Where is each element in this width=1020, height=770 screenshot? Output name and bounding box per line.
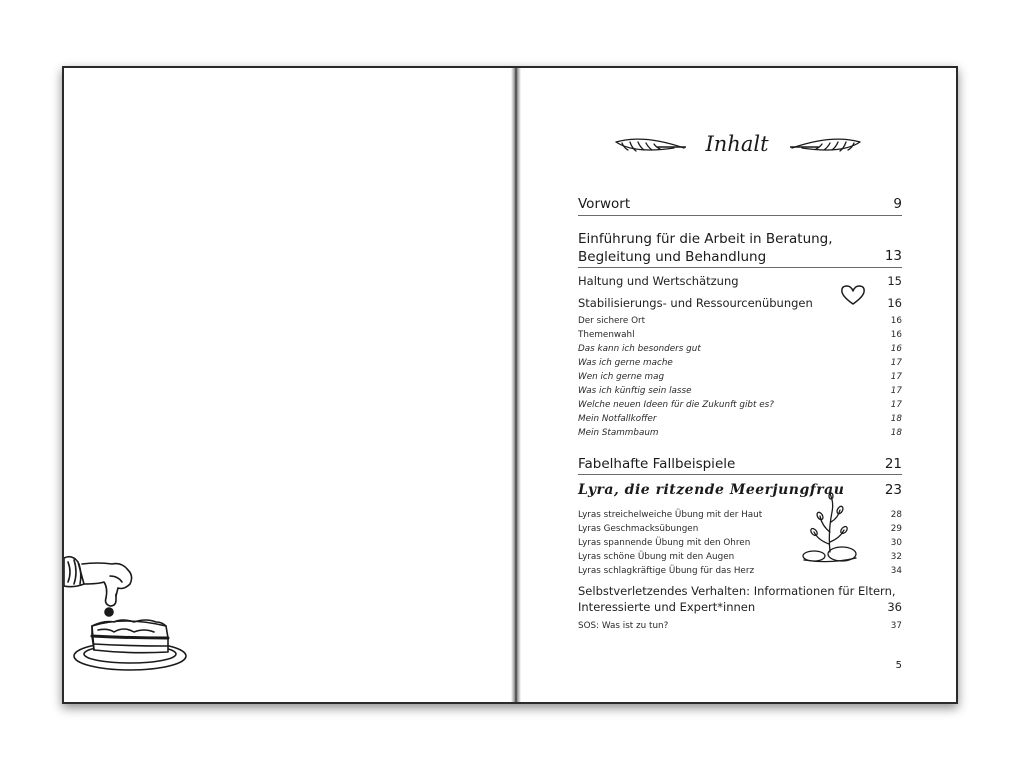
toc-subentry-page: 17 xyxy=(890,400,902,410)
toc-subentry-page: 17 xyxy=(890,372,902,382)
toc-subentry xyxy=(578,330,902,342)
toc-entry-fallbeispiele xyxy=(578,456,902,474)
toc-entry-label: Vorwort xyxy=(578,196,631,212)
toc-subentry-label: Der sichere Ort xyxy=(578,316,646,326)
toc-entry-selbstverletzend xyxy=(578,584,902,616)
toc-subentry xyxy=(578,386,902,398)
toc-subentry xyxy=(578,400,902,412)
toc-entry-vorwort xyxy=(578,196,902,214)
toc-subentry-page: 18 xyxy=(890,428,902,438)
feather-right-icon xyxy=(790,134,862,156)
toc-entry-label: Stabilisierungs- und Ressourcenübungen xyxy=(578,296,813,310)
toc-entry-page: 13 xyxy=(884,248,902,264)
toc-subentry-page: 18 xyxy=(890,414,902,424)
toc-subentry-label: Lyras schöne Übung mit den Augen xyxy=(578,552,735,562)
open-book xyxy=(62,66,958,704)
page-number: 5 xyxy=(895,660,902,671)
toc-subentry-page: 16 xyxy=(890,330,902,340)
toc-subentry-label: Was ich künftig sein lasse xyxy=(578,386,692,396)
toc-subentry-page: 28 xyxy=(890,510,902,520)
left-page xyxy=(64,68,514,702)
toc-entry-page: 15 xyxy=(887,274,902,288)
toc-entry-sos xyxy=(578,621,902,633)
toc-entry-label-line1: Selbstverletzendes Verhalten: Informationen für Eltern, xyxy=(578,584,896,598)
toc-subentry-page: 16 xyxy=(890,316,902,326)
toc-subentry-page: 17 xyxy=(890,358,902,368)
toc-subentry-page: 17 xyxy=(890,386,902,396)
toc-subentry-label: Lyras streichelweiche Übung mit der Haut xyxy=(578,510,763,520)
toc-subentry xyxy=(578,566,902,578)
toc-divider xyxy=(578,474,902,475)
toc-subentry-page: 34 xyxy=(890,566,902,576)
toc-subentry-page: 32 xyxy=(890,552,902,562)
heart-icon xyxy=(840,284,866,306)
toc-entry-page: 9 xyxy=(893,196,902,212)
toc-entry-page: 37 xyxy=(890,621,902,631)
toc-entry-label: SOS: Was ist zu tun? xyxy=(578,621,669,631)
toc-entry-page: 36 xyxy=(887,600,902,614)
toc-subentry-label: Lyras Geschmacksübungen xyxy=(578,524,699,534)
toc-subentry-page: 30 xyxy=(890,538,902,548)
toc-header xyxy=(614,130,860,160)
toc-entry-page: 21 xyxy=(884,456,902,472)
toc-subentry-label: Welche neuen Ideen für die Zukunft gibt es? xyxy=(578,400,774,410)
toc-subentry xyxy=(578,428,902,440)
toc-entry-label: Fabelhafte Fallbeispiele xyxy=(578,456,736,472)
toc-entry-page: 16 xyxy=(887,296,902,310)
toc-entry-label-line2: Begleitung und Behandlung xyxy=(578,249,767,265)
toc-subentry-label: Lyras spannende Übung mit den Ohren xyxy=(578,538,751,548)
toc-subentry-label: Wen ich gerne mag xyxy=(578,372,665,382)
cake-hand-illustration xyxy=(64,554,196,680)
toc-subentry xyxy=(578,414,902,426)
toc-subentry xyxy=(578,316,902,328)
toc-subentry-label: Was ich gerne mache xyxy=(578,358,673,368)
toc-subentry-label: Mein Notfallkoffer xyxy=(578,414,657,424)
toc-entry-label: Haltung und Wertschätzung xyxy=(578,274,739,288)
plant-illustration xyxy=(800,492,860,564)
feather-left-icon xyxy=(614,134,686,156)
toc-entry-label: Lyra, die ritzende Meerjungfrau xyxy=(578,482,845,498)
toc-subentry-label: Lyras schlagkräftige Übung für das Herz xyxy=(578,566,755,576)
toc-subentry xyxy=(578,344,902,356)
right-page xyxy=(518,68,956,702)
toc-entry-einfuehrung xyxy=(578,230,902,266)
toc-subentry-page: 16 xyxy=(890,344,902,354)
toc-subentry-page: 29 xyxy=(890,524,902,534)
toc-divider xyxy=(578,267,902,268)
toc-title: Inhalt xyxy=(705,132,769,156)
toc-subentry xyxy=(578,358,902,370)
toc-subentry xyxy=(578,372,902,384)
toc-entry-label-line2: Interessierte und Expert*innen xyxy=(578,600,756,614)
toc-subentry-label: Das kann ich besonders gut xyxy=(578,344,701,354)
toc-entry-label-line1: Einführung für die Arbeit in Beratung, xyxy=(578,231,833,247)
toc-divider xyxy=(578,215,902,216)
toc-subentry-label: Themenwahl xyxy=(578,330,635,340)
toc-subentry-label: Mein Stammbaum xyxy=(578,428,659,438)
toc-entry-page: 23 xyxy=(884,482,902,498)
